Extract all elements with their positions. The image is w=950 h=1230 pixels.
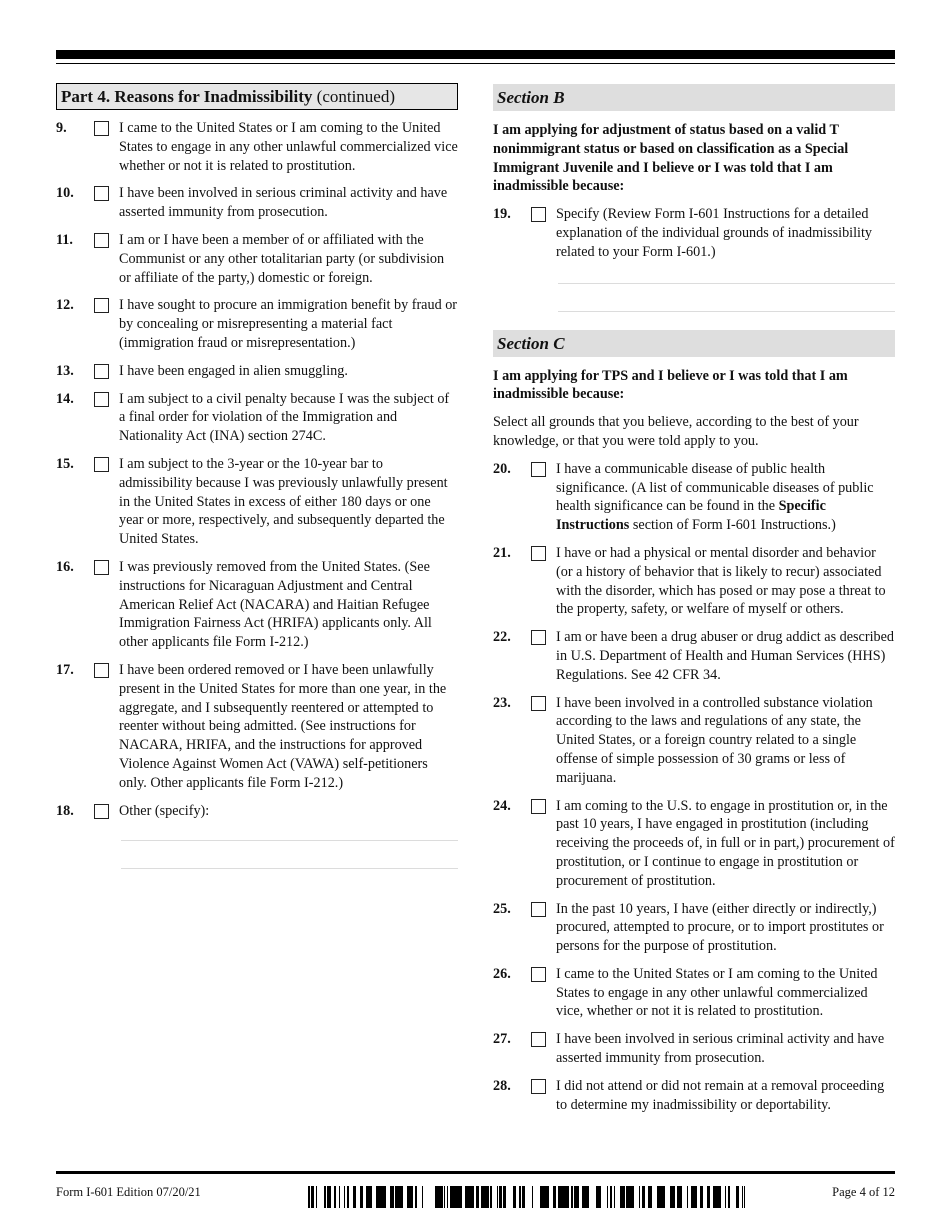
- checkbox-13[interactable]: [94, 364, 109, 379]
- question-number: 17.: [56, 661, 74, 678]
- question-14: [56, 390, 458, 446]
- question-text: Other (specify):: [119, 802, 210, 819]
- question-text: I am subject to the 3-year or the 10-year bar to admissibility because I was previously unlawfully present in the United States in excess of either 180 days or one year or more, respectively, and subsequently departed the United States.: [119, 455, 448, 548]
- question-text: I did not attend or did not remain at a removal proceeding to determine my inadmissibility or deportability.: [556, 1077, 885, 1113]
- question-number: 21.: [493, 544, 511, 561]
- question-26: [493, 965, 895, 1021]
- question-12: [56, 296, 458, 352]
- question-text: I was previously removed from the United States. (See instructions for Nicaraguan Adjustment and Central American Relief Act (NACARA) and Haitian Refugee Immigration Fairness Act (HRIFA) applicants only. All other applicants file Form I-212.): [119, 558, 432, 651]
- checkbox-24[interactable]: [531, 799, 546, 814]
- section-b-header: Section B: [493, 84, 895, 111]
- part-header-continued: (continued): [312, 87, 396, 106]
- question-15: [56, 455, 458, 549]
- answer-line[interactable]: [558, 311, 895, 312]
- question-24: [493, 797, 895, 891]
- checkbox-21[interactable]: [531, 546, 546, 561]
- question-text-part: section of Form I-601 Instructions.): [629, 517, 836, 534]
- question-text: I have been ordered removed or I have been unlawfully present in the United States for more than one year, in the aggregate, and I subsequently reentered or attempted to reenter without being admitted. (See instructions for NACARA, HRIFA, and the instructions for approved Violence Against Women Act (VAWA) self-petitioners only. Other applicants file Form I-212.): [119, 661, 447, 791]
- question-16: [56, 558, 458, 652]
- question-19: [493, 205, 895, 261]
- question-27: [493, 1030, 895, 1068]
- page-number: Page 4 of 12: [832, 1185, 895, 1199]
- question-28: [493, 1077, 895, 1115]
- question-22: [493, 628, 895, 684]
- checkbox-14[interactable]: [94, 392, 109, 407]
- question-text: In the past 10 years, I have (either directly or indirectly,) procured, attempted to procure, or to import prostitutes or persons for the purpose of prostitution.: [556, 900, 884, 955]
- question-number: 15.: [56, 455, 74, 472]
- question-11: [56, 231, 458, 287]
- part-header-title: Part 4. Reasons for Inadmissibility: [61, 87, 313, 106]
- question-number: 13.: [56, 362, 74, 379]
- question-text: I have been involved in a controlled substance violation according to the laws and regulations of any state, the United States, or a foreign country related to a single offense of simple possession of 30 grams or less of marijuana.: [556, 694, 873, 786]
- question-21: [493, 544, 895, 619]
- checkbox-20[interactable]: [531, 462, 546, 477]
- checkbox-22[interactable]: [531, 630, 546, 645]
- question-number: 20.: [493, 460, 511, 477]
- question-17: [56, 661, 458, 793]
- checkbox-12[interactable]: [94, 298, 109, 313]
- question-number: 9.: [56, 120, 67, 136]
- section-c-note: Select all grounds that you believe, according to the best of your knowledge, or that you were told apply to you.: [493, 414, 859, 449]
- section-c-intro: I am applying for TPS and I believe or I was told that I am inadmissible because:: [493, 367, 848, 403]
- answer-line[interactable]: [121, 840, 458, 841]
- question-text: I am coming to the U.S. to engage in prostitution or, in the past 10 years, I have engaged in prostitution (including receiving the proceeds of, in full or in part,) procurement of prostitution, or I continue to engage in prostitution or procurement of prostitution.: [556, 797, 895, 889]
- other-specify-field[interactable]: [121, 840, 458, 869]
- answer-line[interactable]: [121, 868, 458, 869]
- top-rule-thin: [56, 63, 895, 64]
- checkbox-17[interactable]: [94, 663, 109, 678]
- question-number: 27.: [493, 1031, 511, 1048]
- question-number: 12.: [56, 297, 74, 314]
- barcode-image: [308, 1186, 745, 1208]
- question-25: [493, 900, 895, 956]
- question-text: I am subject to a civil penalty because I was the subject of a final order for violation of the Immigration and Nationality Act (INA) section 274C.: [119, 390, 450, 445]
- question-number: 19.: [493, 206, 511, 223]
- question-text: I have been involved in serious criminal activity and have asserted immunity from prosecution.: [119, 185, 448, 221]
- section-b-intro: I am applying for adjustment of status based on a valid T nonimmigrant status or based on classification as a Special Immigrant Juvenile and I believe or I was told that I am inadmissible because:: [493, 122, 849, 195]
- question-text: I came to the United States or I am coming to the United States to engage in any other unlawful commercialized vice, whether or not it is related to prostitution.: [556, 965, 878, 1020]
- question-text: [556, 460, 895, 535]
- checkbox-23[interactable]: [531, 696, 546, 711]
- part-header: [56, 83, 458, 110]
- question-text-bold: Specific Instructions: [556, 498, 826, 534]
- checkbox-28[interactable]: [531, 1079, 546, 1094]
- checkbox-9[interactable]: [94, 121, 109, 136]
- question-13: [56, 362, 458, 381]
- checkbox-18[interactable]: [94, 804, 109, 819]
- answer-line[interactable]: [558, 283, 895, 284]
- question-text: I have been involved in serious criminal activity and have asserted immunity from prosecution.: [556, 1031, 885, 1067]
- question-number: 10.: [56, 185, 74, 202]
- question-18: [56, 802, 458, 821]
- question-number: 24.: [493, 797, 511, 814]
- question-text: I am or I have been a member of or affiliated with the Communist or any other totalitarian party (or subdivision or affiliate of the party,) domestic or foreign.: [119, 231, 445, 286]
- question-number: 16.: [56, 558, 74, 575]
- checkbox-27[interactable]: [531, 1032, 546, 1047]
- checkbox-15[interactable]: [94, 457, 109, 472]
- question-number: 14.: [56, 390, 74, 407]
- checkbox-11[interactable]: [94, 233, 109, 248]
- question-number: 23.: [493, 694, 511, 711]
- question-text: Specify (Review Form I-601 Instructions for a detailed explanation of the individual grounds of inadmissibility related to your Form I-601.): [556, 206, 873, 260]
- question-20: [493, 460, 895, 535]
- right-column: [493, 83, 895, 1123]
- question-23: [493, 694, 895, 788]
- checkbox-19[interactable]: [531, 207, 546, 222]
- question-text: I have been engaged in alien smuggling.: [119, 362, 348, 379]
- question-number: 25.: [493, 900, 511, 917]
- left-column: [56, 83, 458, 869]
- question-number: 11.: [56, 231, 73, 248]
- question-number: 28.: [493, 1077, 511, 1094]
- question-number: 26.: [493, 965, 511, 982]
- question-text: I have sought to procure an immigration benefit by fraud or by concealing or misrepresenting a material fact (immigration fraud or misrepresentation.): [119, 297, 458, 351]
- checkbox-25[interactable]: [531, 902, 546, 917]
- question-text: I have or had a physical or mental disorder and behavior (or a history of behavior that is likely to recur) associated with the disorder, which has posed or may pose a threat to the property, safety, or welfare of myself or others.: [556, 544, 886, 618]
- top-rule: [56, 50, 895, 59]
- checkbox-10[interactable]: [94, 186, 109, 201]
- question-number: 18.: [56, 802, 74, 819]
- specify-field[interactable]: [558, 283, 895, 312]
- form-edition: Form I-601 Edition 07/20/21: [56, 1185, 201, 1199]
- question-number: 22.: [493, 629, 511, 646]
- question-10: [56, 184, 458, 222]
- checkbox-16[interactable]: [94, 560, 109, 575]
- section-c-header: Section C: [493, 330, 895, 357]
- question-text: I came to the United States or I am coming to the United States to engage in any other unlawful commercialized vice whether or not it is related to prostitution.: [119, 120, 458, 174]
- bottom-rule: [56, 1171, 895, 1174]
- checkbox-26[interactable]: [531, 967, 546, 982]
- question-9: [56, 119, 458, 175]
- question-text-part: I have a communicable disease of public health significance. (A list of communicable diseases of public health significance can be found in the: [556, 460, 874, 515]
- question-text: I am or have been a drug abuser or drug addict as described in U.S. Department of Health and Human Services (HHS) Regulations. See 42 CFR 34.: [556, 629, 894, 683]
